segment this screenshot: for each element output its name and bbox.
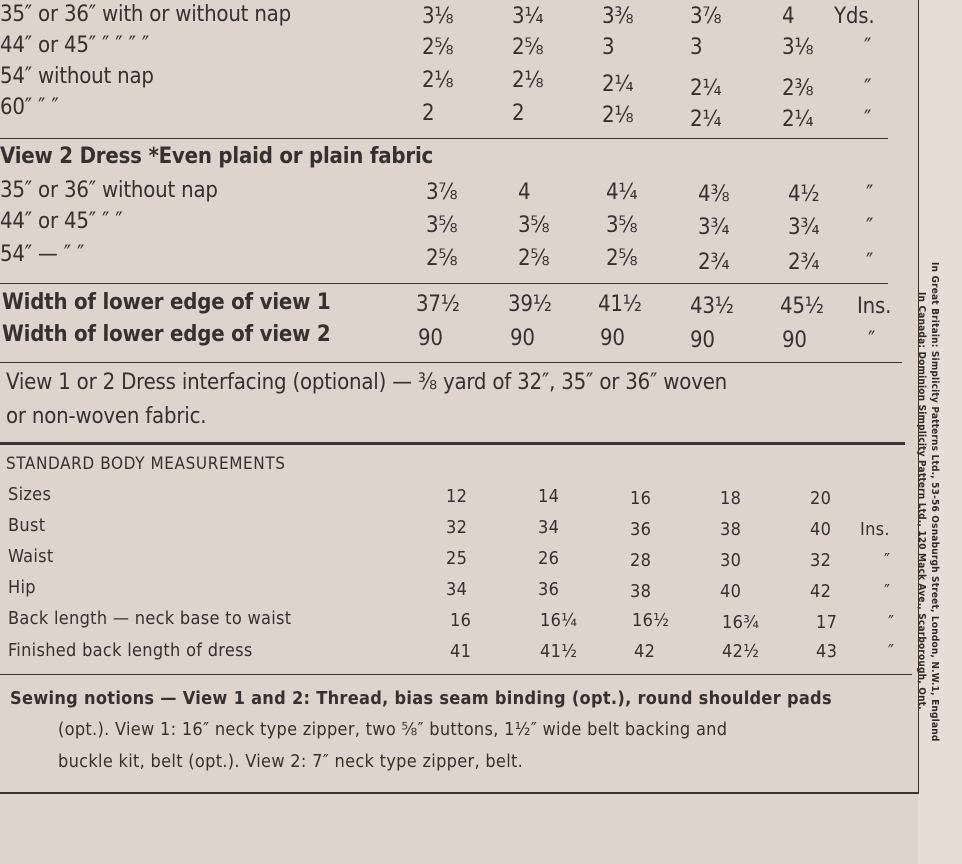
width-cell: 39½ xyxy=(508,292,552,317)
measurement-row-label: Sizes xyxy=(8,484,52,505)
yardage-cell: 2¼ xyxy=(782,107,814,132)
width-cell: 43½ xyxy=(690,294,734,319)
unit-label: ″ xyxy=(884,581,891,602)
view2-heading: View 2 Dress *Even plaid or plain fabric xyxy=(0,144,434,169)
measurement-cell: 17 xyxy=(816,612,838,633)
notions-line1 xyxy=(10,690,832,708)
width-cell: 90 xyxy=(510,326,535,351)
yardage-cell: 2⅜ xyxy=(782,76,814,101)
width-cell: 41½ xyxy=(598,292,642,317)
unit-label: ″ xyxy=(868,328,876,353)
measurement-cell: 30 xyxy=(720,550,742,571)
yardage-row-label: 44″ or 45″ ″ ″ ″ ″ xyxy=(0,33,150,58)
measurement-cell: 43 xyxy=(816,641,838,662)
measurement-cell: 41½ xyxy=(540,641,578,662)
unit-label: Ins. xyxy=(860,519,890,540)
interfacing-note-line2: or non-woven fabric. xyxy=(6,404,207,429)
imprint-line-britain: In Great Britain: Simplicity Patterns Ltd., 53-56 Osnaburgh Street, London, N.W.1, England xyxy=(929,262,940,742)
yardage-cell: 3⅞ xyxy=(690,4,722,29)
bottom-rule xyxy=(0,792,918,794)
unit-label: ″ xyxy=(866,182,874,207)
yardage-cell: 2 xyxy=(512,101,525,126)
notions-line3: buckle kit, belt (opt.). View 2: 7″ neck type zipper, belt. xyxy=(58,751,524,772)
notions-line2: (opt.). View 1: 16″ neck type zipper, two ⅝″ buttons, 1½″ wide belt backing and xyxy=(58,719,728,740)
yardage-cell: 3⅝ xyxy=(426,213,458,238)
width-row-label: Width of lower edge of view 2 xyxy=(2,322,331,347)
unit-label: Yds. xyxy=(834,4,875,29)
width-row-label: Width of lower edge of view 1 xyxy=(2,290,331,315)
unit-label: ″ xyxy=(864,76,872,101)
measurement-cell: 16½ xyxy=(632,610,670,631)
unit-label: Ins. xyxy=(857,294,892,319)
divider xyxy=(0,138,888,139)
measurement-cell: 42 xyxy=(634,641,656,662)
yardage-cell: 2⅝ xyxy=(512,35,544,60)
yardage-row-label: 35″ or 36″ without nap xyxy=(0,178,218,203)
measurement-cell: 28 xyxy=(630,550,652,571)
measurement-cell: 42 xyxy=(810,581,832,602)
yardage-cell: 3⅞ xyxy=(426,180,458,205)
measurement-cell: 18 xyxy=(720,488,742,509)
yardage-cell: 3¼ xyxy=(512,4,544,29)
measurement-cell: 16¼ xyxy=(540,610,578,631)
measurement-cell: 14 xyxy=(538,486,560,507)
yardage-cell: 3¾ xyxy=(698,215,730,240)
thick-divider xyxy=(0,442,905,445)
measurement-row-label: Finished back length of dress xyxy=(8,640,253,661)
yardage-cell: 2⅝ xyxy=(518,246,550,271)
yardage-cell: 4 xyxy=(782,4,795,29)
yardage-row-label: 54″ without nap xyxy=(0,64,154,89)
measurement-cell: 38 xyxy=(630,581,652,602)
yardage-cell: 2¼ xyxy=(690,76,722,101)
unit-label: ″ xyxy=(864,107,872,132)
width-cell: 45½ xyxy=(780,294,824,319)
yardage-cell: 2⅝ xyxy=(426,246,458,271)
yardage-cell: 2⅛ xyxy=(422,68,454,93)
yardage-cell: 2¾ xyxy=(698,250,730,275)
measurement-cell: 34 xyxy=(538,517,560,538)
measurement-cell: 41 xyxy=(450,641,472,662)
divider xyxy=(0,674,912,675)
yardage-row-label: 44″ or 45″ ″ ″ xyxy=(0,209,123,234)
yardage-cell: 2¼ xyxy=(690,107,722,132)
measurement-cell: 12 xyxy=(446,486,468,507)
yardage-cell: 3⅜ xyxy=(602,4,634,29)
measurement-cell: 38 xyxy=(720,519,742,540)
unit-label: ″ xyxy=(864,35,872,60)
measurement-cell: 32 xyxy=(446,517,468,538)
width-cell: 90 xyxy=(690,328,715,353)
unit-label: ″ xyxy=(866,250,874,275)
yardage-row-label: 35″ or 36″ with or without nap xyxy=(0,2,291,27)
measurement-cell: 42½ xyxy=(722,641,760,662)
divider xyxy=(0,362,902,363)
width-cell: 37½ xyxy=(416,292,460,317)
interfacing-note-line1: View 1 or 2 Dress interfacing (optional) — ⅜ yard of 32″, 35″ or 36″ woven xyxy=(6,370,728,395)
unit-label: ″ xyxy=(888,612,895,633)
yardage-cell: 4½ xyxy=(788,182,820,207)
width-cell: 90 xyxy=(418,326,443,351)
unit-label: ″ xyxy=(888,641,895,662)
yardage-row-label: 54″ — ″ ″ xyxy=(0,242,85,267)
yardage-cell: 3⅛ xyxy=(422,4,454,29)
notions-text: Sewing notions — View 1 and 2: Thread, bias seam binding (opt.), round shoulder pads xyxy=(10,688,832,709)
unit-label: ″ xyxy=(884,550,891,571)
yardage-cell: 2⅛ xyxy=(512,68,544,93)
yardage-cell: 2⅝ xyxy=(422,35,454,60)
yardage-cell: 4¼ xyxy=(606,180,638,205)
measurement-cell: 36 xyxy=(538,579,560,600)
yardage-cell: 2 xyxy=(422,101,435,126)
yardage-cell: 3⅝ xyxy=(518,213,550,238)
measurement-cell: 34 xyxy=(446,579,468,600)
yardage-cell: 3⅝ xyxy=(606,213,638,238)
measurement-cell: 32 xyxy=(810,550,832,571)
yardage-cell: 2¾ xyxy=(788,250,820,275)
measurement-cell: 16¾ xyxy=(722,612,760,633)
width-cell: 90 xyxy=(782,328,807,353)
yardage-cell: 2⅛ xyxy=(602,103,634,128)
measurement-cell: 40 xyxy=(810,519,832,540)
measurement-cell: 26 xyxy=(538,548,560,569)
yardage-cell: 3⅛ xyxy=(782,35,814,60)
measurement-row-label: Bust xyxy=(8,515,46,536)
measurement-row-label: Waist xyxy=(8,546,54,567)
yardage-cell: 3 xyxy=(602,35,615,60)
measurement-cell: 16 xyxy=(450,610,472,631)
measurement-cell: 36 xyxy=(630,519,652,540)
yardage-cell: 3¾ xyxy=(788,215,820,240)
imprint-line-canada: In Canada: Dominion Simplicity Pattern Ltd., 120 Mack Ave., Scarborough, Ont. xyxy=(916,292,928,710)
yardage-row-label: 60″ ″ ″ xyxy=(0,95,59,120)
measurement-cell: 16 xyxy=(630,488,652,509)
measurement-cell: 40 xyxy=(720,581,742,602)
measurement-row-label: Back length — neck base to waist xyxy=(8,608,292,629)
yardage-cell: 3 xyxy=(690,35,703,60)
measurement-cell: 25 xyxy=(446,548,468,569)
measurement-cell: 20 xyxy=(810,488,832,509)
publisher-imprint xyxy=(915,262,940,741)
width-cell: 90 xyxy=(600,326,625,351)
yardage-cell: 2¼ xyxy=(602,72,634,97)
measurement-row-label: Hip xyxy=(8,577,36,598)
yardage-cell: 4 xyxy=(518,180,531,205)
divider xyxy=(0,283,888,284)
section-heading: STANDARD BODY MEASUREMENTS xyxy=(6,454,286,474)
yardage-cell: 2⅝ xyxy=(606,246,638,271)
yardage-cell: 4⅜ xyxy=(698,182,730,207)
unit-label: ″ xyxy=(866,215,874,240)
